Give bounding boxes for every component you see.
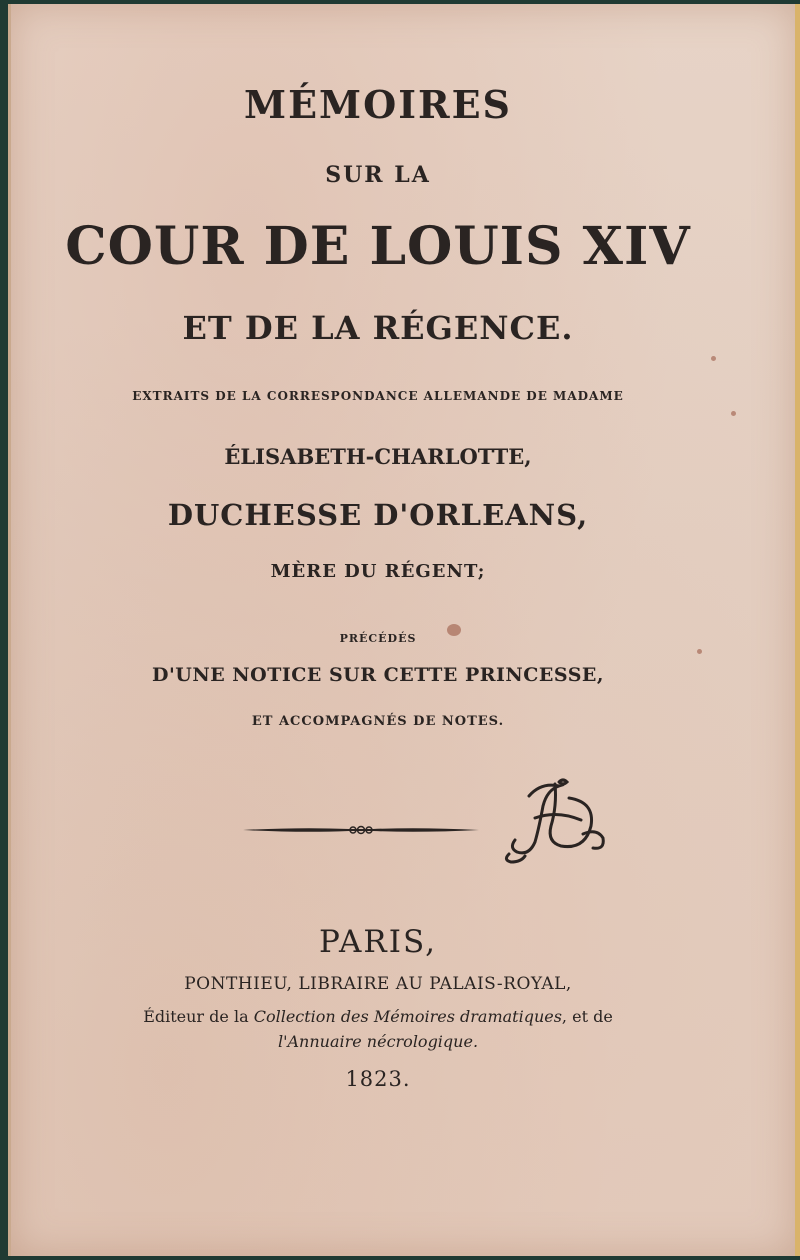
imprint-annuaire	[11, 1032, 745, 1051]
author-relation: MÈRE DU RÉGENT;	[270, 561, 486, 582]
imprint-publisher: PONTHIEU, LIBRAIRE AU PALAIS-ROYAL,	[184, 974, 572, 994]
monogram-stamp	[499, 776, 617, 866]
imprint-city: PARIS,	[319, 924, 437, 960]
foxing-spot	[447, 624, 461, 636]
title-line-memoires: MÉMOIRES	[244, 82, 512, 127]
imprint-year: 1823.	[345, 1067, 411, 1091]
foxing-spot	[731, 411, 736, 416]
imprint-editor	[11, 1007, 745, 1026]
annuaire-prefix: l'	[277, 1032, 288, 1051]
ornamental-divider	[241, 818, 481, 842]
editor-prefix: Éditeur de la	[143, 1007, 254, 1026]
title-line-cour-de-louis: COUR DE LOUIS XIV	[65, 216, 691, 277]
annuaire-title: Annuaire nécrologique.	[287, 1032, 479, 1051]
foxing-spot	[711, 356, 716, 361]
notice-line: D'UNE NOTICE SUR CETTE PRINCESSE,	[151, 664, 605, 686]
author-title: DUCHESSE D'ORLEANS,	[167, 498, 589, 532]
extract-note: EXTRAITS DE LA CORRESPONDANCE ALLEMANDE DE MADAME	[132, 389, 624, 403]
preceded-label: PRÉCÉDÉS	[339, 632, 417, 645]
editor-suffix: , et de	[561, 1007, 613, 1026]
title-line-regence: ET DE LA RÉGENCE.	[182, 309, 574, 347]
title-line-sur-la: SUR LA	[325, 162, 431, 188]
notes-line: ET ACCOMPAGNÉS DE NOTES.	[251, 714, 505, 729]
author-name: ÉLISABETH-CHARLOTTE,	[224, 444, 532, 469]
editor-collection: Collection des Mémoires dramatiques	[253, 1007, 562, 1026]
title-page	[8, 4, 800, 1256]
foxing-spot	[697, 649, 702, 654]
